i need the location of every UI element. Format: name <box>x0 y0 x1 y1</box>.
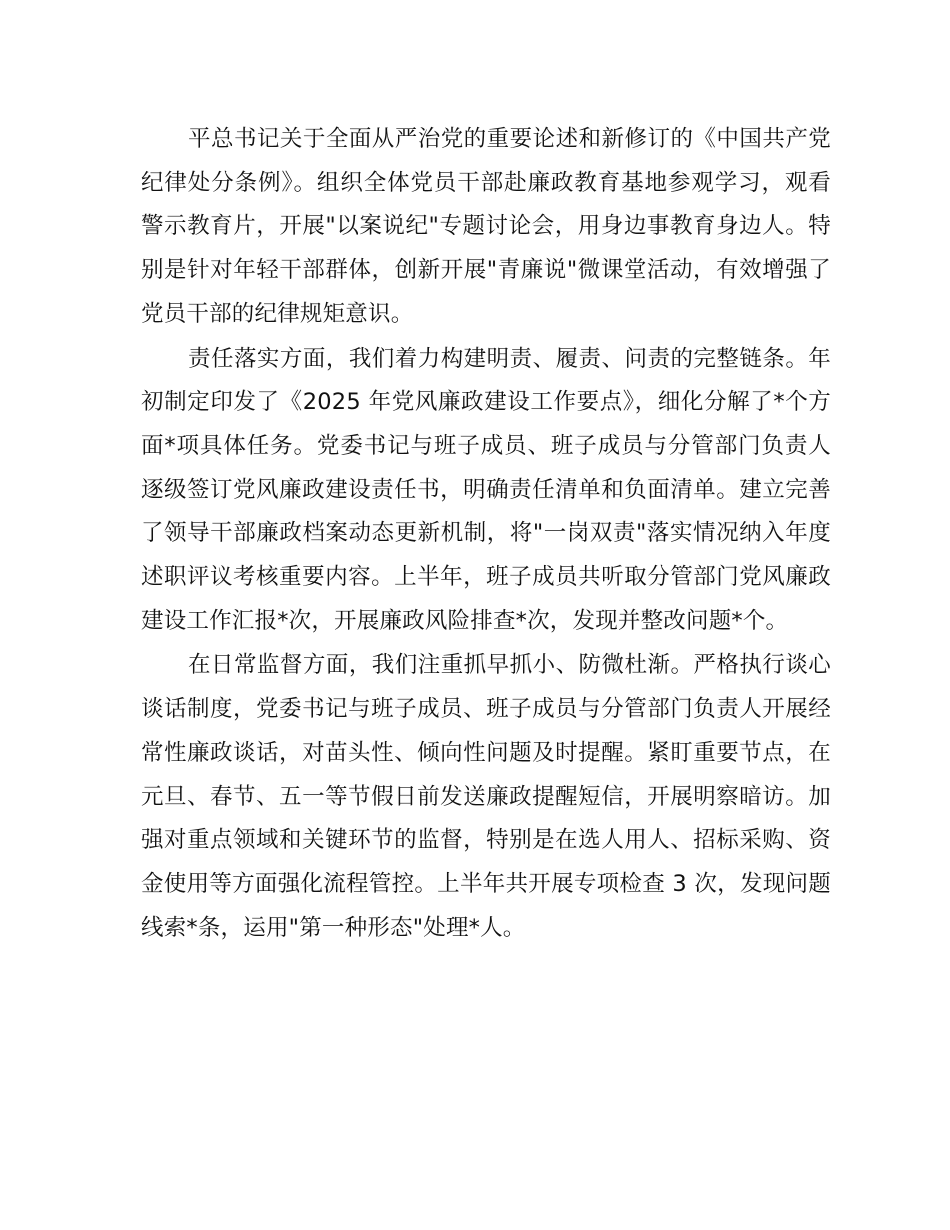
paragraph-1: 平总书记关于全面从严治党的重要论述和新修订的《中国共产党纪律处分条例》。组织全体党员干部赴廉政教育基地参观学习，观看警示教育片，开展"以案说纪"专题讨论会，用身边事教育身边人。特别是针对年轻干部群体，创新开展"青廉说"微课堂活动，有效增强了党员干部的纪律规矩意识。 <box>141 126 831 327</box>
document-body <box>141 118 831 951</box>
paragraph-2: 责任落实方面，我们着力构建明责、履责、问责的完整链条。年初制定印发了《2025 年党风廉政建设工作要点》，细化分解了*个方面*项具体任务。党委书记与班子成员、班子成员与分管部门负责人逐级签订党风廉政建设责任书，明确责任清单和负面清单。建立完善了领导干部廉政档案动态更新机制，将"一岗双责"落实情况纳入年度述职评议考核重要内容。上半年，班子成员共听取分管部门党风廉政建设工作汇报*次，开展廉政风险排查*次，发现并整改问题*个。 <box>141 345 831 634</box>
paragraph-3: 在日常监督方面，我们注重抓早抓小、防微杜渐。严格执行谈心谈话制度，党委书记与班子成员、班子成员与分管部门负责人开展经常性廉政谈话，对苗头性、倾向性问题及时提醒。紧盯重要节点，在元旦、春节、五一等节假日前发送廉政提醒短信，开展明察暗访。加强对重点领域和关键环节的监督，特别是在选人用人、招标采购、资金使用等方面强化流程管控。上半年共开展专项检查 3 次，发现问题线索*条，运用"第一种形态"处理*人。 <box>141 652 831 941</box>
